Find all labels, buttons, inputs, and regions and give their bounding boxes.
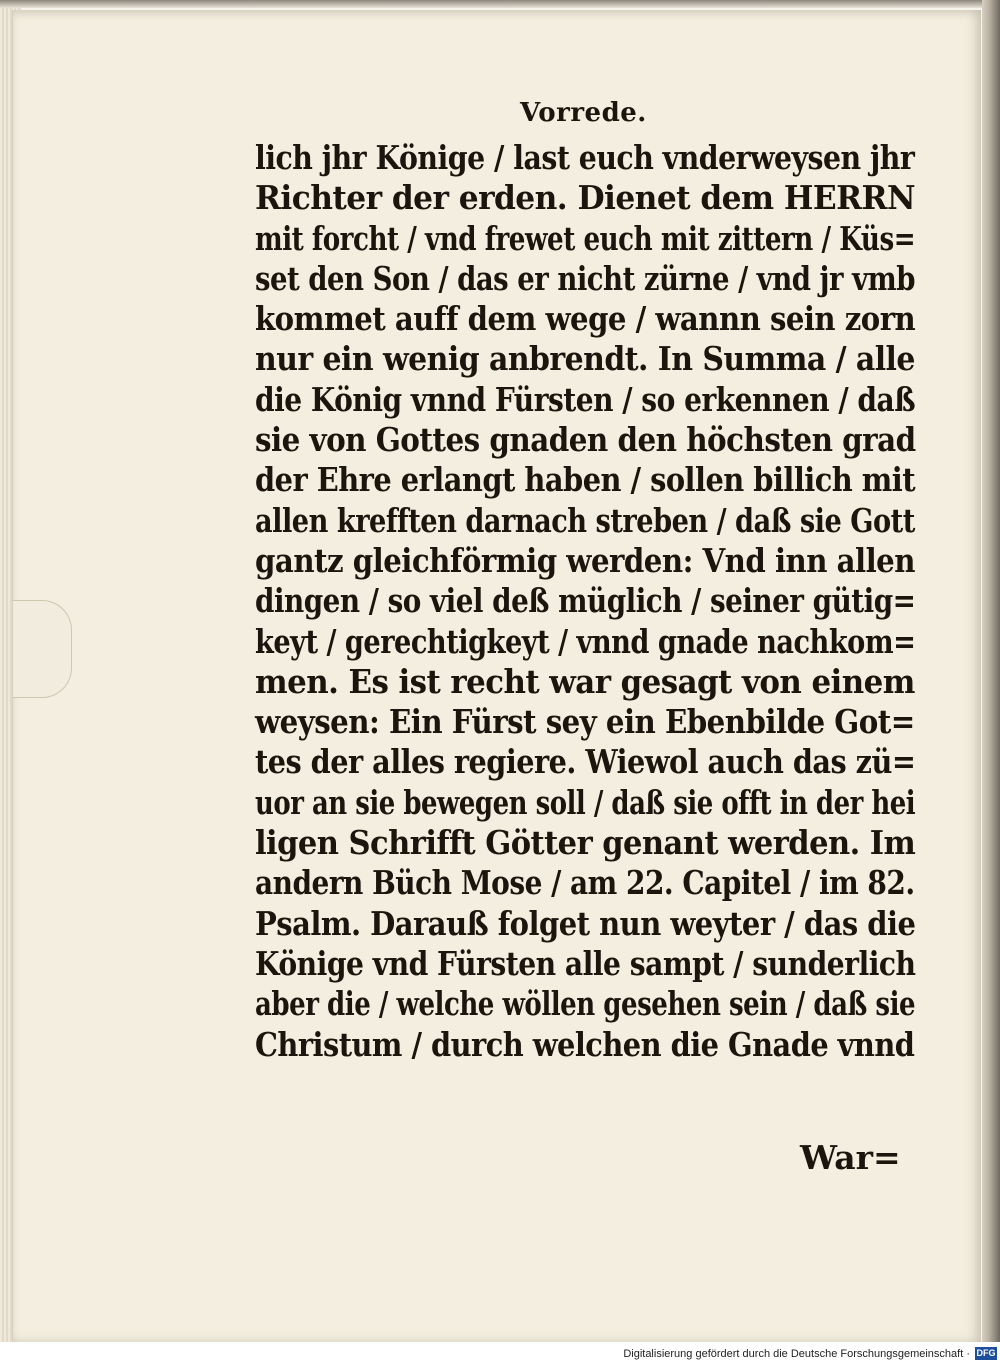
text-line: weysen: Ein Fürst sey ein Ebenbilde Got= — [255, 702, 915, 742]
catchword: War= — [800, 1138, 901, 1177]
scan-top-edge — [0, 0, 1000, 8]
text-line: set den Son / das er nicht zürne / vnd jr vmb — [255, 258, 915, 298]
text-line: lich jhr Könige / last euch vnderweysen jhr — [255, 138, 915, 177]
text-line: kommet auff dem wege / wannn sein zorn — [255, 299, 916, 339]
scan-right-edge — [982, 0, 1000, 1350]
text-line: Könige vnd Fürsten alle sampt / sunderlich — [255, 943, 916, 983]
text-line: uor an sie bewegen soll / daß sie offt in der hei — [255, 782, 916, 822]
text-line: Psalm. Darauß folget nun weyter / das die — [255, 903, 916, 943]
text-line: Christum / durch welchen die Gnade vnnd — [255, 1024, 915, 1064]
text-line: dingen / so viel deß müglich / seiner gütig= — [255, 581, 916, 621]
text-line: men. Es ist recht war gesagt von einem — [255, 661, 915, 701]
page-tab-marker — [13, 600, 72, 698]
text-line: aber die / welche wöllen gesehen sein / daß sie — [255, 984, 916, 1024]
text-line: nur ein wenig anbrendt. In Summa / alle — [255, 339, 915, 379]
text-line: keyt / gerechtigkeyt / vnnd gnade nachkom= — [255, 621, 916, 661]
text-line: allen krefften darnach streben / daß sie Gott — [255, 500, 915, 540]
dfg-logo: DFG — [976, 1348, 996, 1358]
text-line: gantz gleichförmig werden: Vnd inn allen — [255, 540, 915, 580]
text-line: die König vnnd Fürsten / so erkennen / daß — [255, 379, 916, 419]
running-head: Vorrede. — [520, 98, 647, 128]
text-line: der Ehre erlangt haben / sollen billich mit — [255, 460, 916, 500]
text-line: sie von Gottes gnaden den höchsten grad — [255, 420, 916, 460]
funding-credit: Digitalisierung gefördert durch die Deutsche Forschungsgemeinschaft · — [623, 1348, 970, 1360]
text-line: ligen Schrifft Götter genant werden. Im — [255, 823, 916, 863]
text-line: Richter der erden. Dienet dem HERRN — [255, 178, 916, 218]
text-line: tes der alles regiere. Wiewol auch das zü= — [255, 742, 916, 782]
footer-bar — [0, 1342, 1000, 1364]
text-line: andern Büch Mose / am 22. Capitel / im 82. — [255, 863, 915, 903]
body-text — [255, 138, 915, 1065]
text-line: mit forcht / vnd frewet euch mit zittern / Küs= — [255, 218, 916, 258]
